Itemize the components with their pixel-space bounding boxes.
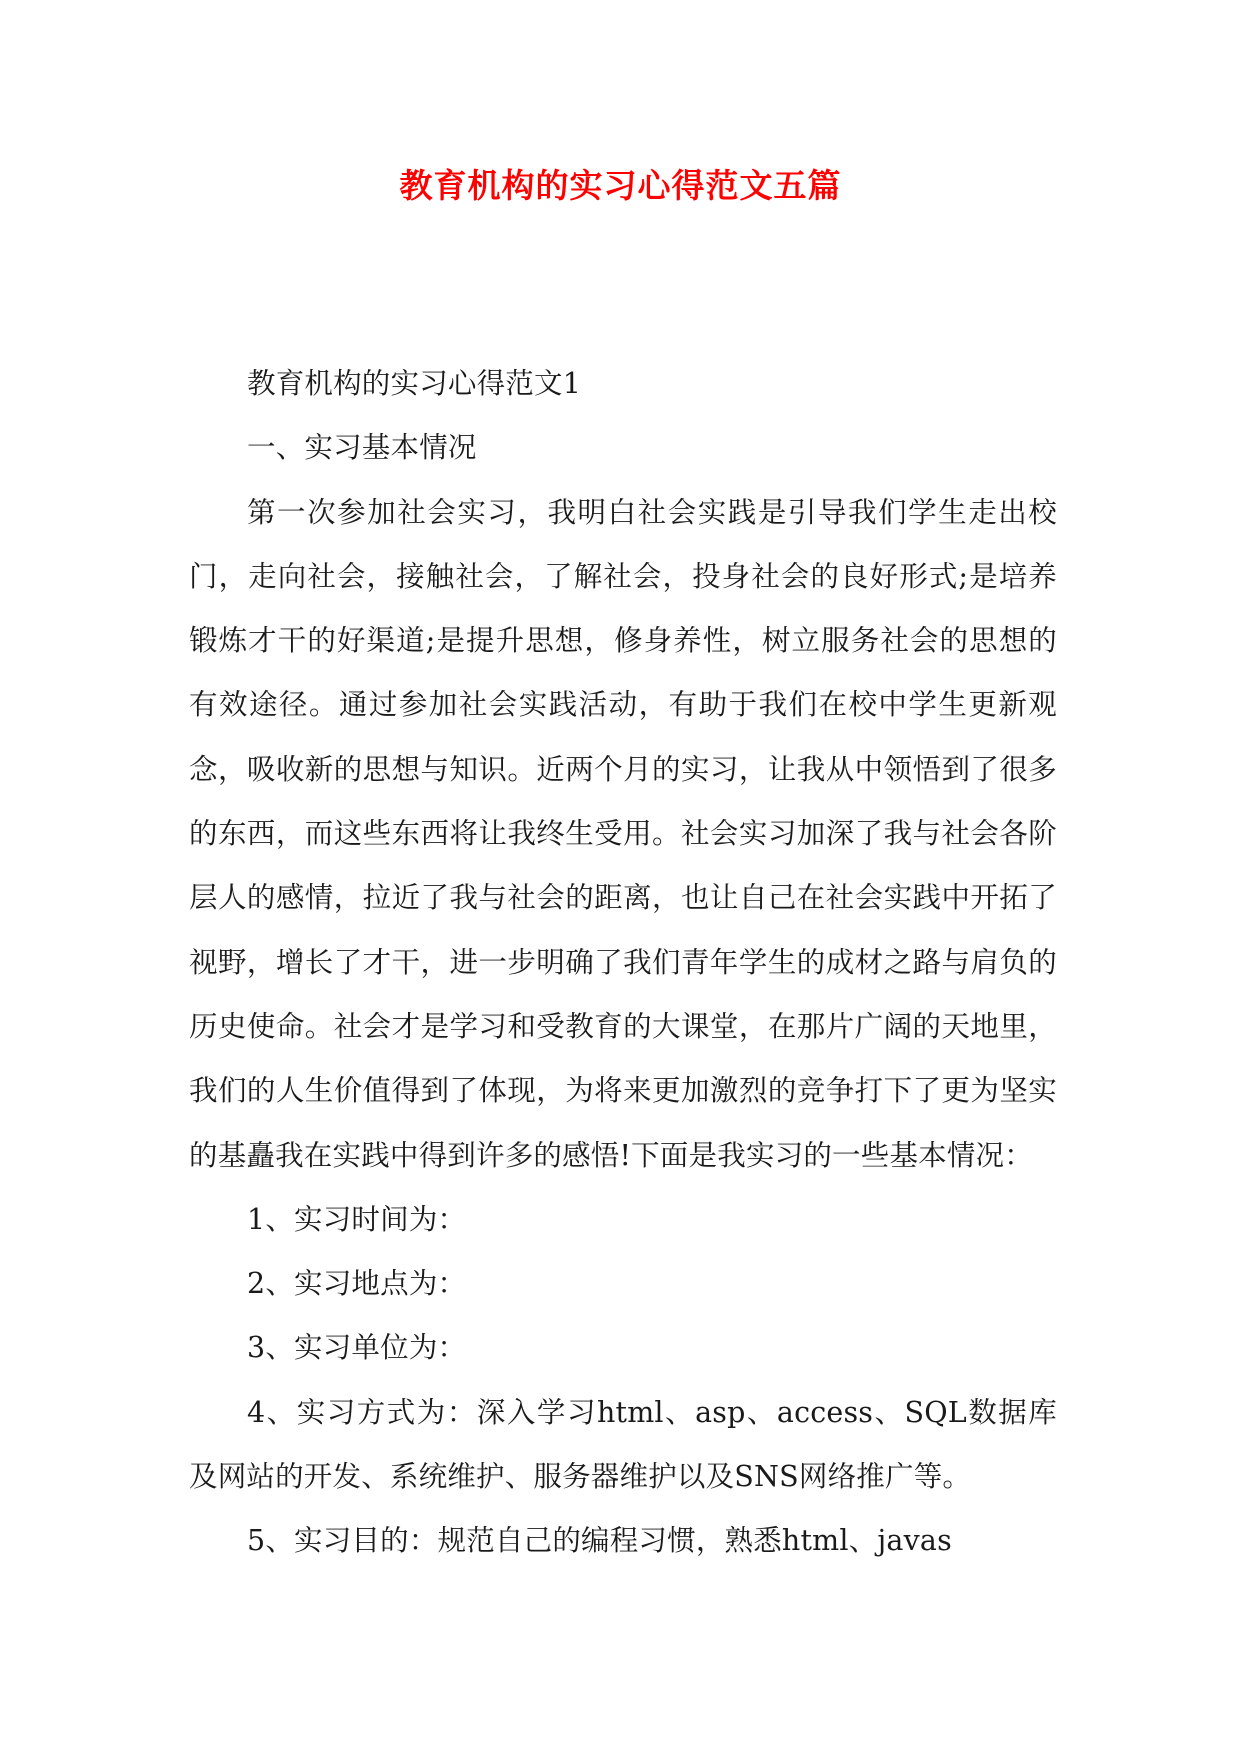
document-body	[189, 352, 1057, 1574]
list-item-time: 1、实习时间为：	[247, 1202, 467, 1236]
list-item-purpose: 5、实习目的：规范自己的编程习惯，熟悉html、javas	[247, 1524, 952, 1558]
list-item-method: 4、实习方式为：深入学习html、asp、access、SQL数据库及网站的开发、系统维护、服务器维护以及SNS网络推广等。	[189, 1395, 1057, 1494]
document-title: 教育机构的实习心得范文五篇	[399, 166, 842, 205]
list-item-location: 2、实习地点为：	[247, 1267, 467, 1301]
list-item-unit: 3、实习单位为：	[247, 1331, 467, 1365]
paragraph-subheading: 一、实习基本情况	[247, 431, 477, 465]
paragraph-section-heading: 教育机构的实习心得范文1	[247, 367, 582, 400]
paragraph-body: 第一次参加社会实习，我明白社会实践是引导我们学生走出校门，走向社会，接触社会，了解社会，投身社会的良好形式;是培养锻炼才干的好渠道;是提升思想，修身养性，树立服务社会的思想的有效途径。通过参加社会实践活动，有助于我们在校中学生更新观念，吸收新的思想与知识。近两个月的实习，让我从中领悟到了很多的东西，而这些东西将让我终生受用。社会实习加深了我与社会各阶层人的感情，拉近了我与社会的距离，也让自己在社会实践中开拓了视野，增长了才干，进一步明确了我们青年学生的成材之路与肩负的历史使命。社会才是学习和受教育的大课堂，在那片广阔的天地里，我们的人生价值得到了体现，为将来更加激烈的竞争打下了更为坚实的基矗我在实践中得到许多的感悟!下面是我实习的一些基本情况：	[189, 495, 1057, 1172]
